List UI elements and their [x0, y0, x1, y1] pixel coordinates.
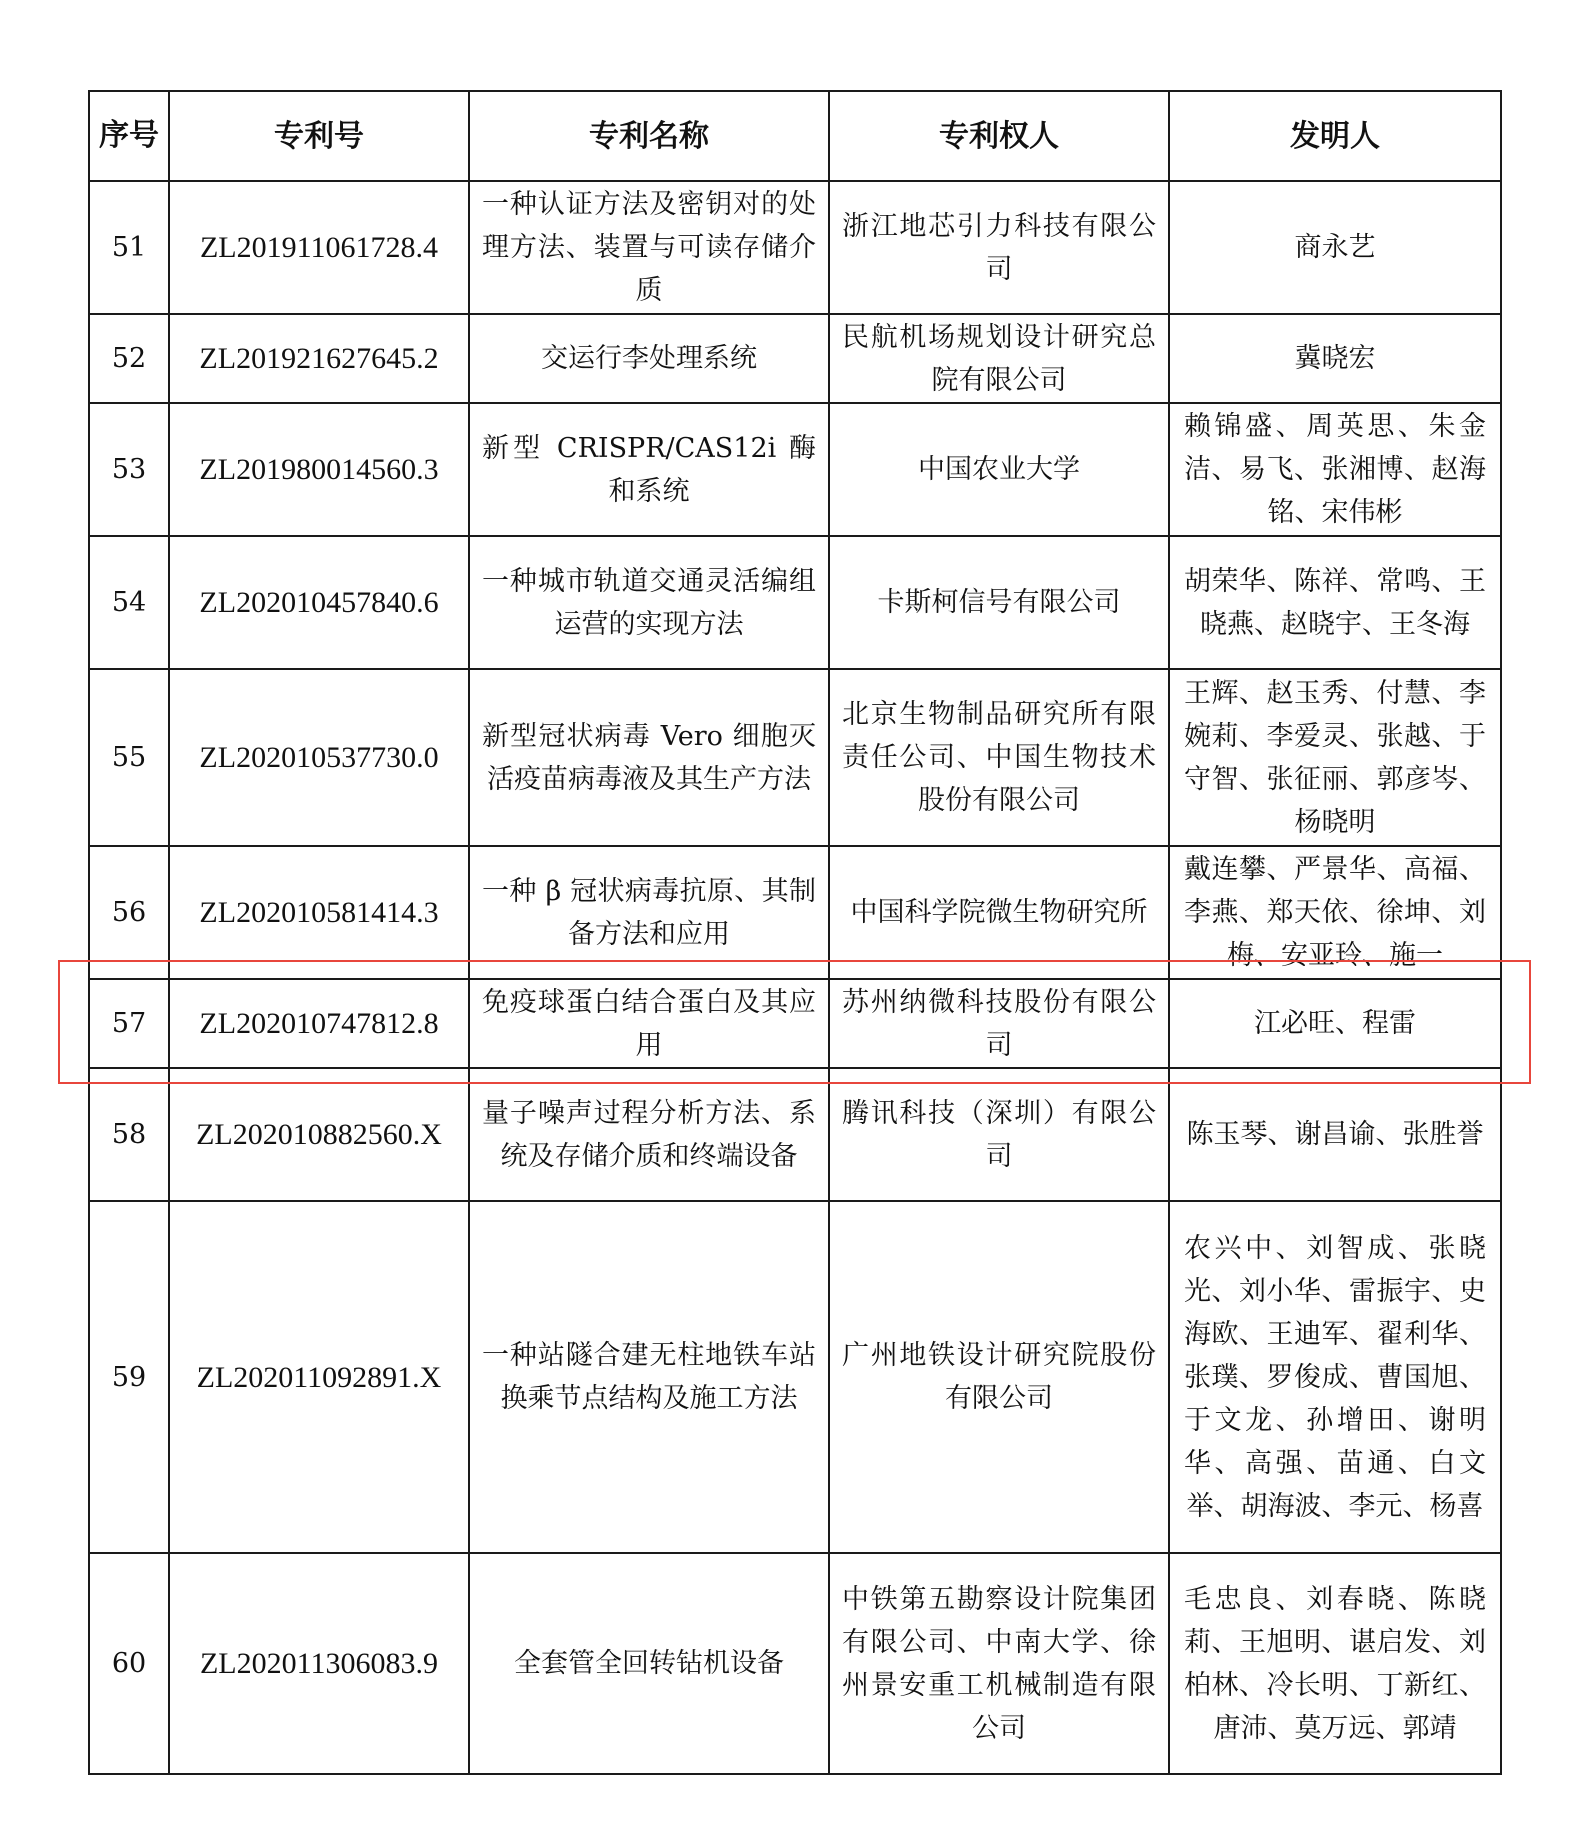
cell-inventor: 戴连攀、严景华、高福、李燕、郑天依、徐坤、刘梅、安亚玲、施一: [1169, 846, 1501, 979]
cell-owner: 浙江地芯引力科技有限公司: [829, 181, 1169, 314]
cell-name: 免疫球蛋白结合蛋白及其应用: [469, 979, 829, 1068]
cell-number: ZL202010581414.3: [169, 846, 469, 979]
header-seq: 序号: [89, 91, 169, 181]
header-owner: 专利权人: [829, 91, 1169, 181]
cell-number: ZL202010882560.X: [169, 1068, 469, 1201]
cell-number: ZL201921627645.2: [169, 314, 469, 403]
cell-number: ZL202011306083.9: [169, 1553, 469, 1774]
cell-seq: 54: [89, 536, 169, 669]
cell-name: 新型冠状病毒 Vero 细胞灭活疫苗病毒液及其生产方法: [469, 669, 829, 846]
table-row: [89, 403, 1501, 536]
table-row: [89, 1068, 1501, 1201]
cell-number: ZL201911061728.4: [169, 181, 469, 314]
cell-name: 一种认证方法及密钥对的处理方法、装置与可读存储介质: [469, 181, 829, 314]
table-row-highlighted: [89, 979, 1501, 1068]
cell-name: 量子噪声过程分析方法、系统及存储介质和终端设备: [469, 1068, 829, 1201]
cell-owner: 中铁第五勘察设计院集团有限公司、中南大学、徐州景安重工机械制造有限公司: [829, 1553, 1169, 1774]
table-row: [89, 536, 1501, 669]
cell-name: 交运行李处理系统: [469, 314, 829, 403]
cell-owner: 中国农业大学: [829, 403, 1169, 536]
header-number: 专利号: [169, 91, 469, 181]
table-row: [89, 314, 1501, 403]
cell-seq: 51: [89, 181, 169, 314]
cell-inventor: 赖锦盛、周英思、朱金洁、易飞、张湘博、赵海铭、宋伟彬: [1169, 403, 1501, 536]
cell-inventor: 江必旺、程雷: [1169, 979, 1501, 1068]
cell-number: ZL202010457840.6: [169, 536, 469, 669]
cell-owner: 民航机场规划设计研究总院有限公司: [829, 314, 1169, 403]
cell-number: ZL202010537730.0: [169, 669, 469, 846]
cell-owner: 苏州纳微科技股份有限公司: [829, 979, 1169, 1068]
cell-owner: 卡斯柯信号有限公司: [829, 536, 1169, 669]
cell-owner: 广州地铁设计研究院股份有限公司: [829, 1201, 1169, 1553]
cell-inventor: 商永艺: [1169, 181, 1501, 314]
cell-seq: 60: [89, 1553, 169, 1774]
cell-owner: 腾讯科技（深圳）有限公司: [829, 1068, 1169, 1201]
cell-inventor: 农兴中、刘智成、张晓光、刘小华、雷振宇、史海欧、王迪军、翟利华、张璞、罗俊成、曹国旭、于文龙、孙增田、谢明华、高强、苗通、白文举、胡海波、李元、杨喜: [1169, 1201, 1501, 1553]
cell-seq: 57: [89, 979, 169, 1068]
cell-seq: 53: [89, 403, 169, 536]
cell-inventor: 胡荣华、陈祥、常鸣、王晓燕、赵晓宇、王冬海: [1169, 536, 1501, 669]
cell-inventor: 冀晓宏: [1169, 314, 1501, 403]
cell-seq: 59: [89, 1201, 169, 1553]
cell-inventor: 毛忠良、刘春晓、陈晓莉、王旭明、谌启发、刘柏林、冷长明、丁新红、唐沛、莫万远、郭靖: [1169, 1553, 1501, 1774]
cell-number: ZL201980014560.3: [169, 403, 469, 536]
cell-inventor: 陈玉琴、谢昌谕、张胜誉: [1169, 1068, 1501, 1201]
cell-seq: 55: [89, 669, 169, 846]
table-row: [89, 181, 1501, 314]
cell-number: ZL202011092891.X: [169, 1201, 469, 1553]
table-row: [89, 846, 1501, 979]
header-inventor: 发明人: [1169, 91, 1501, 181]
cell-name: 新型 CRISPR/CAS12i 酶和系统: [469, 403, 829, 536]
cell-seq: 52: [89, 314, 169, 403]
table-row: [89, 1201, 1501, 1553]
patent-table: [88, 90, 1502, 1775]
table-row: [89, 669, 1501, 846]
cell-name: 一种站隧合建无柱地铁车站换乘节点结构及施工方法: [469, 1201, 829, 1553]
cell-name: 一种城市轨道交通灵活编组运营的实现方法: [469, 536, 829, 669]
cell-owner: 北京生物制品研究所有限责任公司、中国生物技术股份有限公司: [829, 669, 1169, 846]
cell-name: 全套管全回转钻机设备: [469, 1553, 829, 1774]
cell-seq: 56: [89, 846, 169, 979]
cell-owner: 中国科学院微生物研究所: [829, 846, 1169, 979]
cell-seq: 58: [89, 1068, 169, 1201]
header-row: [89, 91, 1501, 181]
table-row: [89, 1553, 1501, 1774]
cell-inventor: 王辉、赵玉秀、付慧、李婉莉、李爱灵、张越、于守智、张征丽、郭彦岑、杨晓明: [1169, 669, 1501, 846]
cell-number: ZL202010747812.8: [169, 979, 469, 1068]
cell-name: 一种 β 冠状病毒抗原、其制备方法和应用: [469, 846, 829, 979]
header-name: 专利名称: [469, 91, 829, 181]
